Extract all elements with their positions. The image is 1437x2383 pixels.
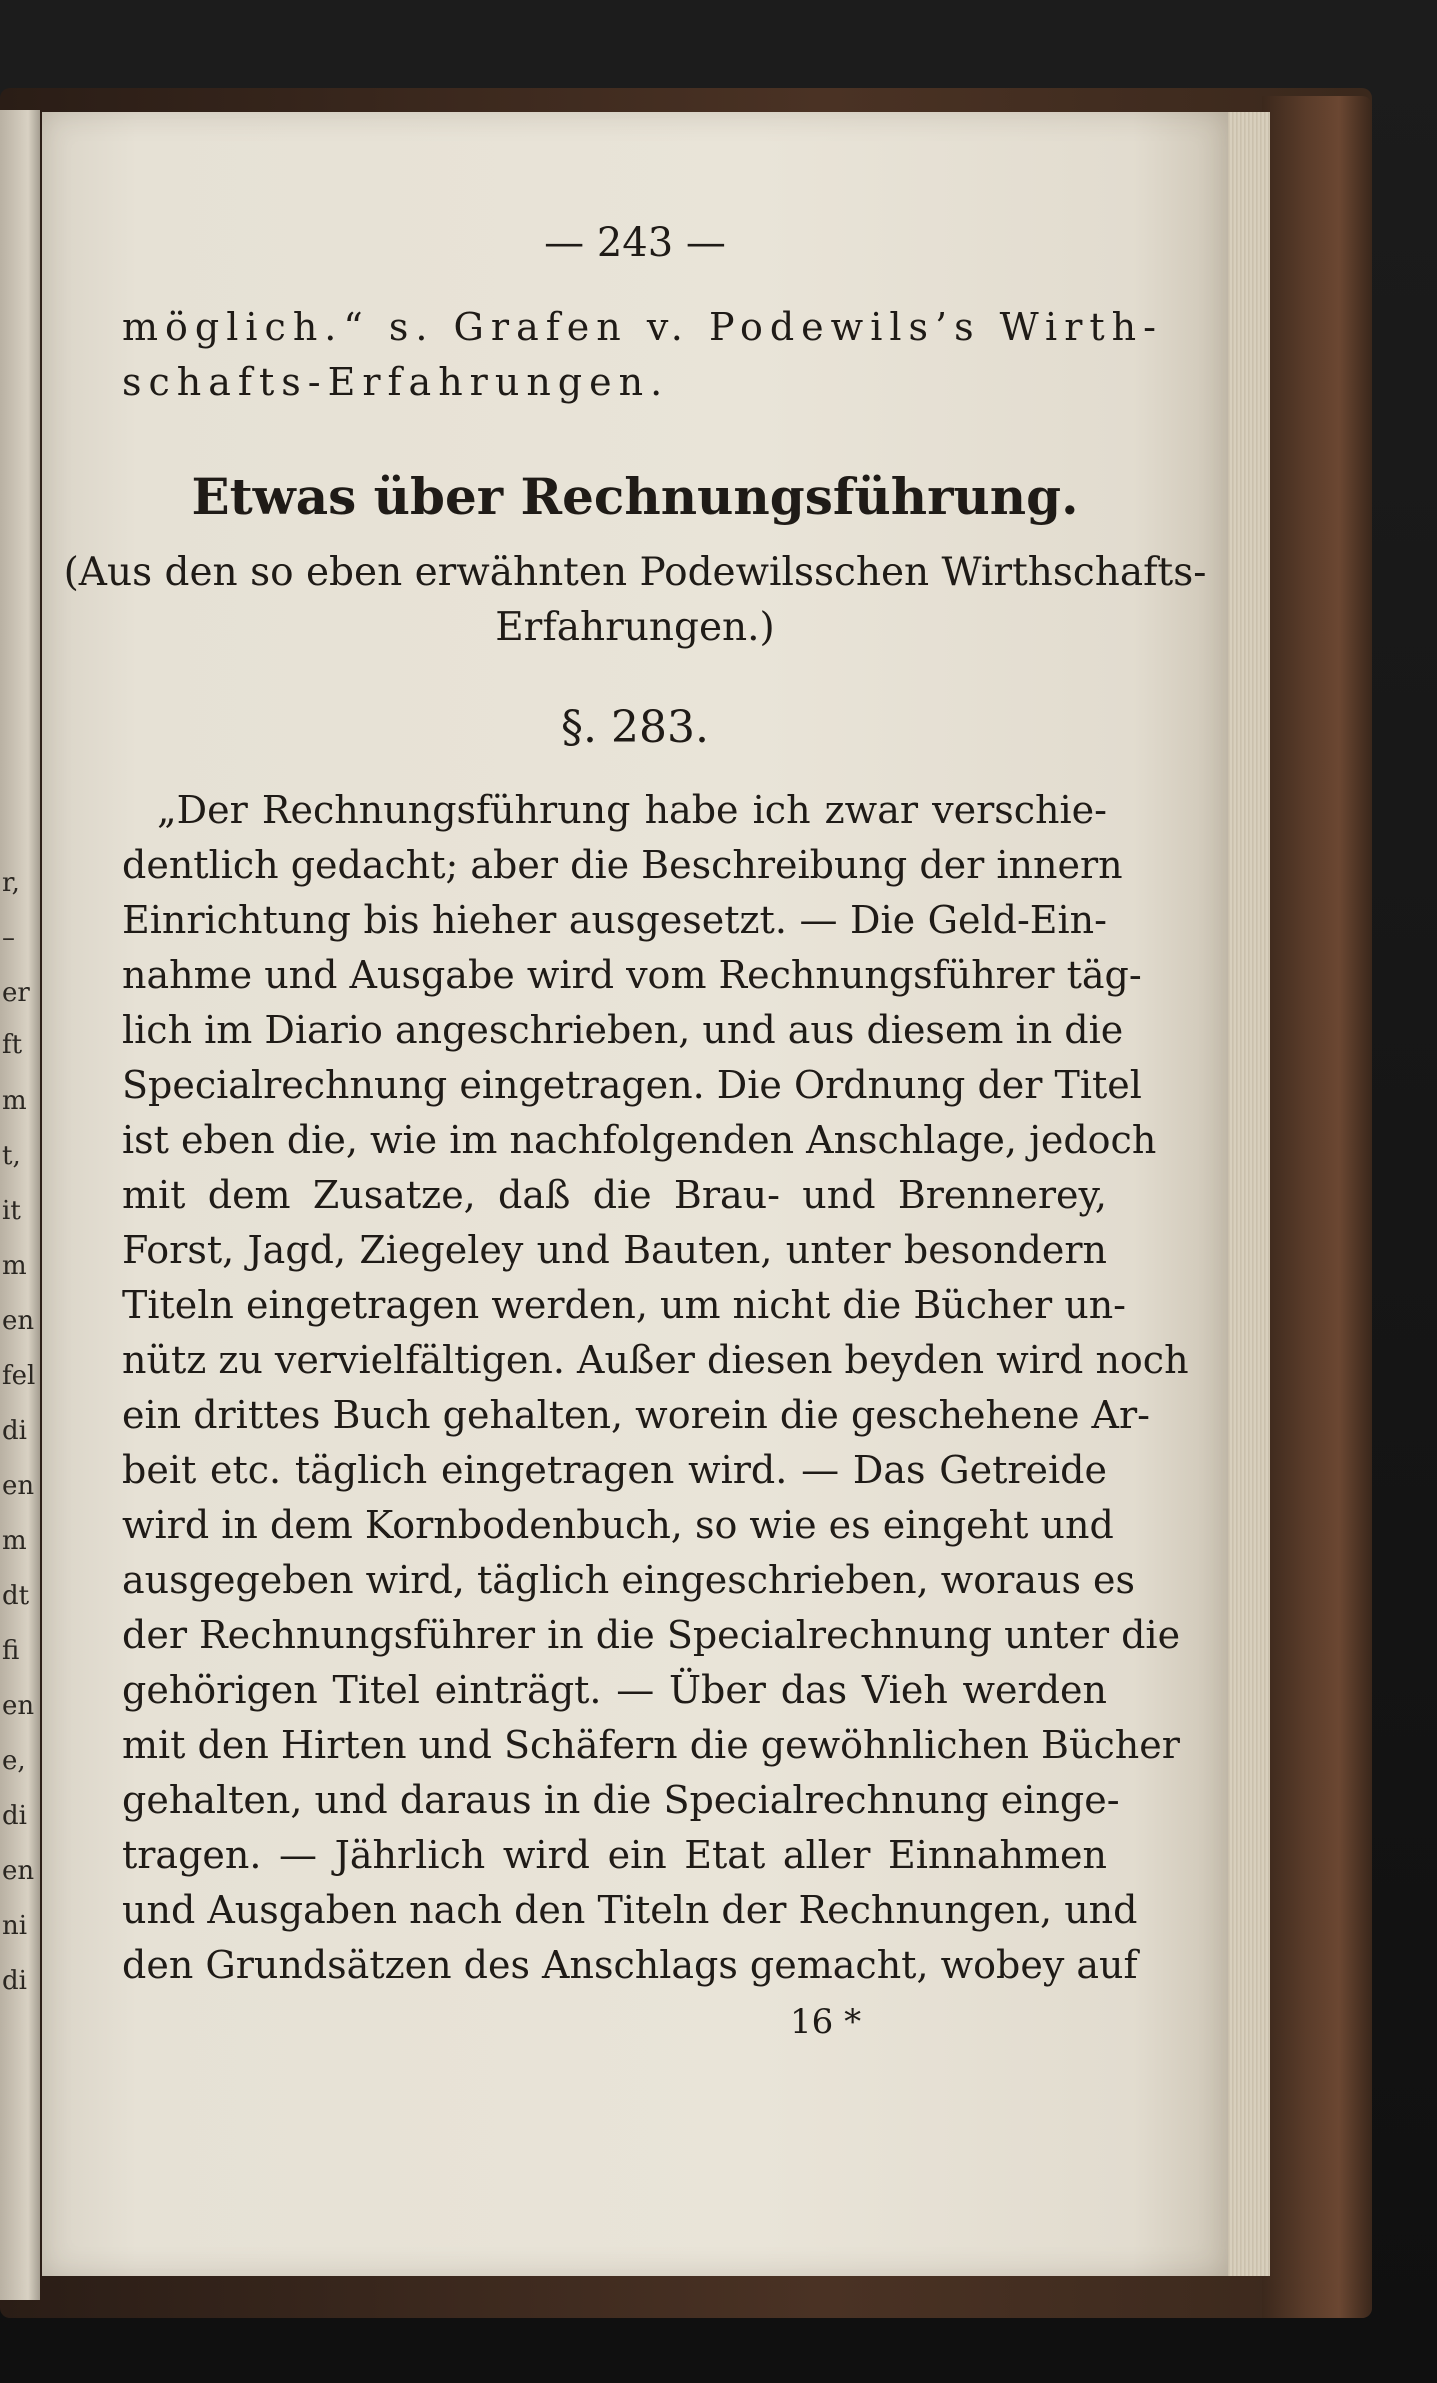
chapter-heading: Etwas über Rechnungsführung. (191, 467, 1079, 526)
subheading-line: (Aus den so eben erwähnten Podewilsschen Wirthschafts- (63, 550, 1207, 595)
body-line: Specialrechnung eingetragen. Die Ordnung der Titel (122, 1063, 1142, 1107)
left-fragment: it (2, 1196, 21, 1226)
book-cover-edge (1262, 96, 1372, 2318)
body-line: beit etc. täglich eingetragen wird. — Das Getreide (122, 1448, 1107, 1492)
body-line: gehalten, und daraus in die Specialrechnung einge- (122, 1778, 1120, 1822)
left-fragment: – (2, 923, 15, 953)
body-line: ausgegeben wird, täglich eingeschrieben, woraus es (122, 1558, 1136, 1602)
body-line: tragen. — Jährlich wird ein Etat aller Einnahmen (122, 1833, 1107, 1877)
subheading-line: Erfahrungen.) (495, 605, 775, 650)
body-line: Forst, Jagd, Ziegeley und Bauten, unter besondern (122, 1228, 1107, 1272)
left-fragment: fel (2, 1361, 36, 1391)
body-line: lich im Diario angeschrieben, und aus diesem in die (122, 1008, 1124, 1052)
left-page-fragment (0, 110, 40, 2300)
left-fragment: di (2, 1801, 27, 1831)
body-line: ist eben die, wie im nachfolgenden Anschlage, jedoch (122, 1118, 1157, 1162)
page-edges (1222, 112, 1270, 2276)
book-page (42, 112, 1228, 2276)
body-line: mit dem Zusatze, daß die Brau- und Brennerey, (122, 1173, 1107, 1217)
body-line: nahme und Ausgabe wird vom Rechnungsführer täg- (122, 953, 1142, 997)
body-line: dentlich gedacht; aber die Beschreibung der innern (122, 843, 1123, 887)
left-fragment: dt (2, 1581, 30, 1611)
printer-signature: 16 * (790, 2002, 862, 2042)
left-fragment: en (2, 1856, 35, 1886)
body-line: nütz zu vervielfältigen. Außer diesen beyden wird noch (122, 1338, 1189, 1382)
left-fragment: m (2, 1526, 27, 1556)
left-fragment: ft (2, 1030, 23, 1060)
body-line: den Grundsätzen des Anschlags gemacht, wobey auf (122, 1943, 1138, 1987)
left-fragment: di (2, 1416, 27, 1446)
intro-line: schafts-Erfahrungen. (122, 360, 670, 404)
body-line: der Rechnungsführer in die Specialrechnung unter die (122, 1613, 1181, 1657)
left-fragment: e, (2, 1746, 26, 1776)
left-fragment: en (2, 1306, 35, 1336)
body-line: gehörigen Titel einträgt. — Über das Vieh werden (122, 1668, 1107, 1712)
left-fragment: t, (2, 1141, 21, 1171)
left-fragment: en (2, 1691, 35, 1721)
body-line: Einrichtung bis hieher ausgesetzt. — Die Geld-Ein- (122, 898, 1107, 942)
page-number: — 243 — (544, 220, 726, 266)
intro-line: möglich.“ s. Grafen v. Podewils’s Wirth- (122, 305, 1163, 349)
left-fragment: en (2, 1471, 35, 1501)
body-line: „Der Rechnungsführung habe ich zwar verschie- (157, 788, 1107, 832)
left-fragment: ni (2, 1911, 28, 1941)
body-line: wird in dem Kornbodenbuch, so wie es eingeht und (122, 1503, 1114, 1547)
body-line: ein drittes Buch gehalten, worein die geschehene Ar- (122, 1393, 1150, 1437)
left-fragment: m (2, 1086, 27, 1116)
body-line: mit den Hirten und Schäfern die gewöhnlichen Bücher (122, 1723, 1180, 1767)
left-fragment: er (2, 978, 30, 1008)
body-line: Titeln eingetragen werden, um nicht die Bücher un- (122, 1283, 1127, 1327)
left-fragment: m (2, 1251, 27, 1281)
left-fragment: r, (2, 868, 20, 898)
section-number: §. 283. (561, 702, 709, 753)
left-fragment: di (2, 1966, 27, 1996)
left-fragment: fi (2, 1636, 20, 1666)
body-line: und Ausgaben nach den Titeln der Rechnungen, und (122, 1888, 1138, 1932)
